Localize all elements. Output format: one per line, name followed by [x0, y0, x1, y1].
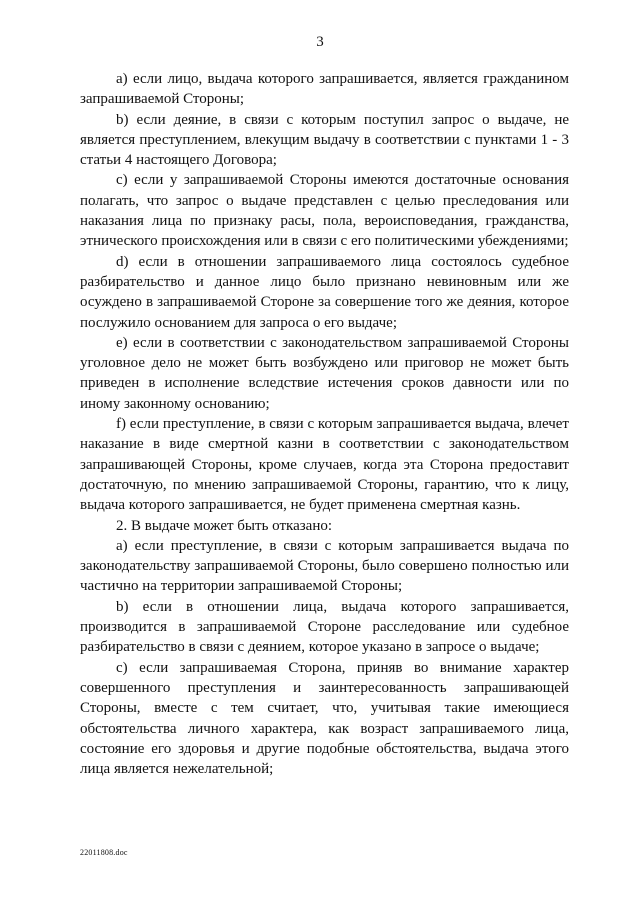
paragraph-c-persecution: c) если у запрашиваемой Стороны имеются достаточные основания полагать, что запрос о выдаче представлен с целью преследования или наказания лица по признаку расы, пола, вероисповедания, гражданства, этнического происхождения или в связи с его политическими убеждениями;: [80, 172, 569, 250]
paragraph-2b-investigation: b) если в отношении лица, выдача которого запрашивается, производится в запрашиваемой Стороне расследование или судебное разбирательство в связи с деянием, которое указано в запросе о выдаче;: [80, 598, 569, 656]
paragraph-e-limitation: e) если в соответствии с законодательством запрашиваемой Стороны уголовное дело не может быть возбуждено или приговор не может быть приведен в исполнение вследствие истечения сроков давности или по иному законному основанию;: [80, 334, 569, 412]
paragraph-2a-territory: a) если преступление, в связи с которым запрашивается выдача по законодательству запрашиваемой Стороны, было совершено полностью или частично на территории запрашиваемой Стороны;: [80, 537, 569, 595]
paragraph-f-death-penalty: f) если преступление, в связи с которым запрашивается выдача, влечет наказание в виде смертной казни в соответствии с законодательством запрашивающей Стороны, кроме случаев, когда эта Сторона предоставит достаточную, по мнению запрашиваемой Стороны, гарантию, что к лицу, выдача которого запрашивается, не будет применена смертная казнь.: [80, 416, 569, 514]
section-2-heading: 2. В выдаче может быть отказано:: [116, 517, 333, 534]
file-name-footer: 22011808.doc: [80, 848, 128, 857]
page-number: 3: [316, 34, 324, 50]
paragraph-a-citizen: a) если лицо, выдача которого запрашивается, является гражданином запрашиваемой Стороны;: [80, 71, 569, 108]
paragraph-d-prior-judgment: d) если в отношении запрашиваемого лица состоялось судебное разбирательство и данное лицо было признано невиновным или же осуждено в запрашиваемой Стороне за совершение того же деяния, которое послужило основанием для запроса о его выдаче;: [80, 253, 569, 331]
paragraph-b-not-crime: b) если деяние, в связи с которым поступил запрос о выдаче, не является преступлением, влекущим выдачу в соответствии с пунктами 1 - 3 статьи 4 настоящего Договора;: [80, 111, 569, 169]
document-body: [80, 69, 569, 779]
paragraph-2c-humanitarian: c) если запрашиваемая Сторона, приняв во внимание характер совершенного преступления и заинтересованность запрашивающей Стороны, вместе с тем считает, что, учитывая такие имеющиеся обстоятельства личного характера, как возраст запрашиваемого лица, состояние его здоровья и другие подобные обстоятельства, выдача этого лица является нежелательной;: [80, 659, 569, 778]
